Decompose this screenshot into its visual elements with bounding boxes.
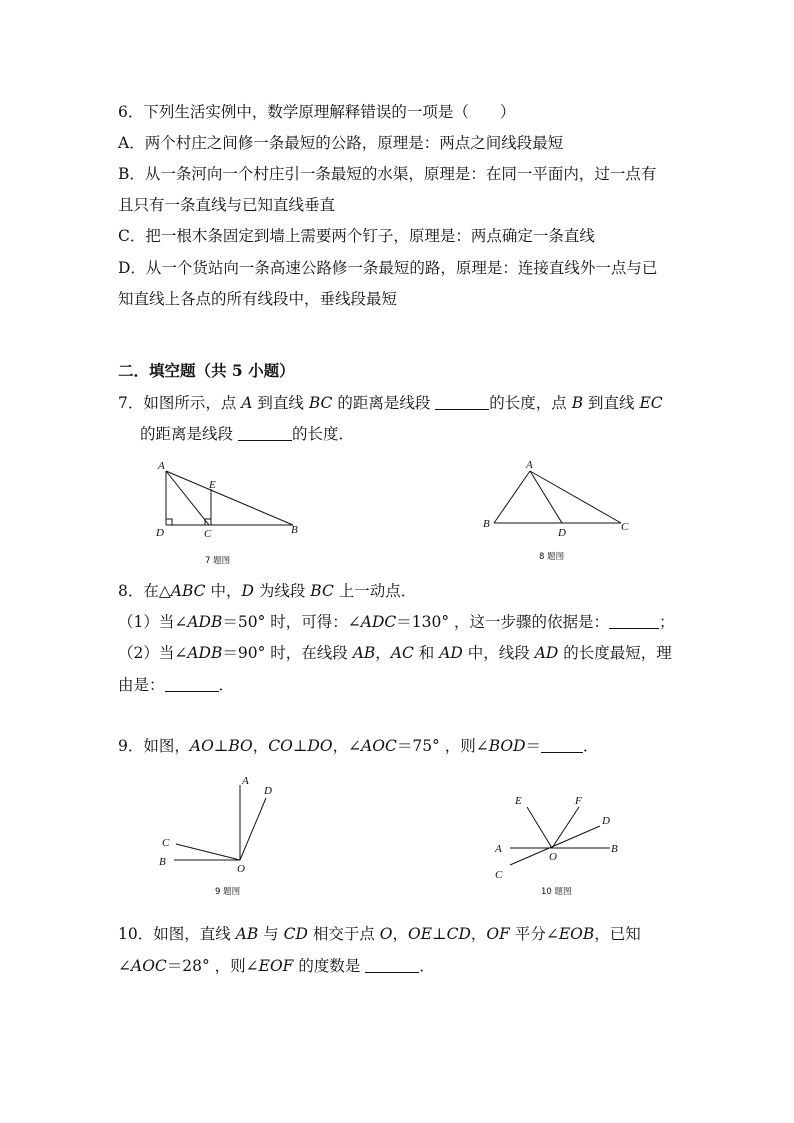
fig10-label-c: C — [495, 869, 503, 881]
q10-line1: 10．如图，直线 AB 与 CD 相交于点 O，OE⊥CD，OF 平分∠EOB，已知 — [118, 925, 641, 943]
fig10-label-a: A — [495, 843, 502, 855]
q6-stem: 6．下列生活实例中，数学原理解释错误的一项是（ ） — [118, 103, 516, 121]
q6-option-a: A．两个村庄之间修一条最短的公路，原理是：两点之间线段最短 — [118, 134, 564, 152]
q7-line1: 7．如图所示，点 A 到直线 BC 的距离是线段 的长度，点 B 到直线 EC — [118, 394, 663, 412]
section-title: 二．填空题（共 5 小题） — [118, 361, 295, 380]
q6-option-d-line1: D．从一个货站向一条高速公路修一条最短的路，原理是：连接直线外一点与已 — [118, 259, 658, 277]
fig7-label-b: B — [291, 524, 298, 536]
q6-option-d-line2: 知直线上各点的所有线段中，垂线段最短 — [118, 290, 398, 308]
q6-option-c: C．把一根木条固定到墙上需要两个钉子，原理是：两点确定一条直线 — [118, 227, 595, 245]
q9-blank[interactable] — [541, 737, 583, 753]
fig7-caption: 7 题图 — [205, 556, 231, 566]
fig9-label-o: O — [237, 863, 245, 875]
fig8-label-b: B — [483, 518, 490, 530]
q9-stem: 9．如图，AO⊥BO，CO⊥DO，∠AOC＝75° ，则∠BOD＝ ． — [118, 737, 599, 755]
fig9-caption: 9 题图 — [215, 887, 241, 897]
q7-blank-2[interactable] — [238, 425, 292, 441]
fig10-label-o: O — [549, 851, 557, 863]
fig8-label-a: A — [526, 459, 533, 471]
fig7-label-a: A — [158, 460, 165, 472]
fig8-caption: 8 题图 — [539, 552, 565, 562]
q8-blank-1[interactable] — [609, 613, 659, 629]
fig9-label-c: C — [162, 837, 170, 849]
figure-9 — [150, 770, 300, 900]
figure-10 — [480, 780, 640, 905]
figure-7 — [150, 455, 320, 570]
q8-part2: （2）当∠ADB＝90° 时，在线段 AB，AC 和 AD 中，线段 AD 的长度最短，理 — [118, 644, 672, 662]
figure-8 — [475, 455, 645, 570]
q7-line2: 的距离是线段 的长度． — [140, 425, 354, 443]
fig10-caption: 10 题图 — [541, 887, 572, 897]
q10-line2: ∠AOC＝28° ，则∠EOF 的度数是 ． — [118, 957, 435, 975]
fig7-label-c: C — [204, 528, 212, 540]
fig10-label-b: B — [611, 843, 618, 855]
fig10-label-d: D — [602, 815, 610, 827]
fig7-label-d: D — [156, 527, 164, 539]
fig8-label-d: D — [558, 527, 566, 539]
q8-stem: 8．在△ABC 中，D 为线段 BC 上一动点． — [118, 582, 417, 600]
q8-part2-cont: 由是： ． — [118, 676, 235, 694]
q6-option-b-line2: 且只有一条直线与已知直线垂直 — [118, 196, 336, 214]
q7-blank-1[interactable] — [435, 394, 489, 410]
q10-blank[interactable] — [365, 957, 419, 973]
q6-option-b-line1: B．从一条河向一个村庄引一条最短的水渠，原理是：在同一平面内，过一点有 — [118, 165, 657, 183]
fig9-label-d: D — [264, 785, 272, 797]
q8-part1: （1）当∠ADB＝50° 时，可得：∠ADC＝130° ，这一步骤的依据是： ； — [118, 613, 675, 631]
q8-blank-2[interactable] — [165, 676, 219, 692]
fig7-label-e: E — [209, 479, 216, 491]
fig8-label-c: C — [621, 521, 629, 533]
fig10-label-f: F — [575, 795, 582, 807]
fig9-label-a: A — [242, 775, 249, 787]
fig9-label-b: B — [159, 856, 166, 868]
fig10-label-e: E — [515, 795, 522, 807]
